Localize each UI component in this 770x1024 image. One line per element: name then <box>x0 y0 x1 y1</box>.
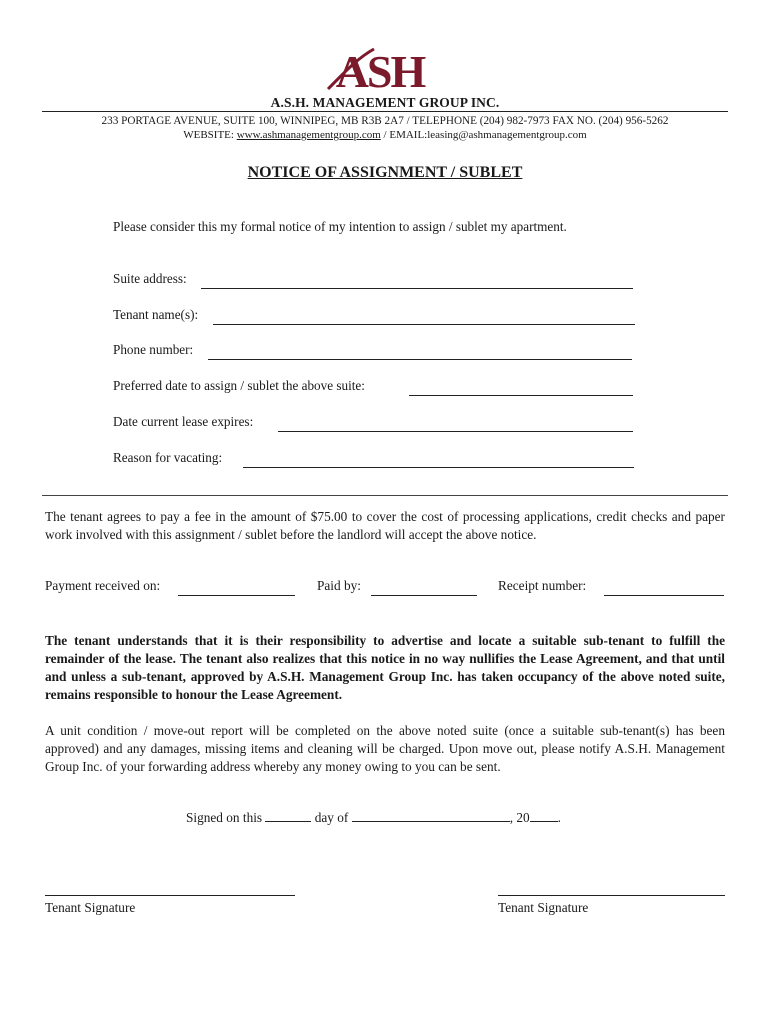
tenant-signature-label-right: Tenant Signature <box>498 900 589 915</box>
signed-on-line <box>186 810 561 826</box>
website-label: WEBSITE: <box>183 129 234 141</box>
tenant-signature-label-left: Tenant Signature <box>45 900 136 915</box>
signed-year-blank[interactable] <box>530 810 558 822</box>
payment-received-label: Payment received on: <box>45 578 161 593</box>
company-contact <box>0 129 770 141</box>
logo-text: ASH <box>335 46 425 93</box>
page-title: NOTICE OF ASSIGNMENT / SUBLET <box>247 164 523 181</box>
signed-day-of: day of <box>314 810 349 825</box>
suite-address-field[interactable] <box>113 271 633 291</box>
suite-address-line[interactable] <box>201 288 633 289</box>
payment-received-field[interactable] <box>45 578 295 598</box>
paid-by-label: Paid by: <box>317 578 361 593</box>
preferred-date-line[interactable] <box>409 395 633 396</box>
receipt-number-line[interactable] <box>604 595 724 596</box>
website-link[interactable]: www.ashmanagementgroup.com <box>236 129 381 141</box>
paid-by-line[interactable] <box>371 595 477 596</box>
header-divider <box>42 111 728 112</box>
signed-year-prefix: , 20 <box>509 810 530 825</box>
paid-by-field[interactable] <box>317 578 477 598</box>
responsibility-paragraph: The tenant understands that it is their responsibility to advertise and locate a suitable sub-tenant to fulfill the remainder of the lease. The tenant also realizes that this notice in no way nullifies the Lease Agreement, and that until and unless a sub-tenant, approved by A.S.H. Management Group Inc. has taken occupancy of the above noted suite, remains responsible to honour the Lease Agreement. <box>45 633 725 702</box>
section-divider <box>42 495 728 496</box>
fee-paragraph: The tenant agrees to pay a fee in the amount of $75.00 to cover the cost of processing applications, credit checks and paper work involved with this assignment / sublet before the landlord will accept the above notice. <box>45 509 725 542</box>
preferred-date-label: Preferred date to assign / sublet the above suite: <box>113 378 365 393</box>
signed-suffix: . <box>557 810 561 825</box>
company-address: 233 PORTAGE AVENUE, SUITE 100, WINNIPEG, MB R3B 2A7 / TELEPHONE (204) 982-7973 FAX NO. (204) 956-5262 <box>101 115 669 127</box>
lease-expires-line[interactable] <box>278 431 633 432</box>
lease-expires-field[interactable] <box>113 414 633 434</box>
phone-number-field[interactable] <box>113 342 632 362</box>
phone-number-label: Phone number: <box>113 342 194 357</box>
phone-number-line[interactable] <box>208 359 632 360</box>
signed-day-blank[interactable] <box>265 810 311 822</box>
email-text: / EMAIL:leasing@ashmanagementgroup.com <box>380 129 587 141</box>
tenant-names-label: Tenant name(s): <box>113 307 199 322</box>
lease-expires-label: Date current lease expires: <box>113 414 254 429</box>
receipt-number-field[interactable] <box>498 578 724 598</box>
intro-text: Please consider this my formal notice of my intention to assign / sublet my apartment. <box>113 219 567 234</box>
reason-vacating-line[interactable] <box>243 467 634 468</box>
signed-prefix: Signed on this <box>186 810 263 825</box>
reason-vacating-field[interactable] <box>113 450 634 470</box>
tenant-signature-line-left[interactable] <box>45 895 295 896</box>
suite-address-label: Suite address: <box>113 271 187 286</box>
receipt-number-label: Receipt number: <box>498 578 587 593</box>
tenant-names-field[interactable] <box>113 307 635 327</box>
payment-received-line[interactable] <box>178 595 295 596</box>
preferred-date-field[interactable] <box>113 378 633 398</box>
signed-month-blank[interactable] <box>352 810 510 822</box>
ash-logo <box>322 45 438 93</box>
condition-paragraph: A unit condition / move-out report will be completed on the above noted suite (once a suitable sub-tenant(s) has been approved) and any damages, missing items and cleaning will be charged. Upon move out, please notify A.S.H. Management Group Inc. of your forwarding address whereby any money owing to you can be sent. <box>45 723 725 774</box>
tenant-names-line[interactable] <box>213 324 635 325</box>
reason-vacating-label: Reason for vacating: <box>113 450 223 465</box>
tenant-signature-line-right[interactable] <box>498 895 725 896</box>
company-name: A.S.H. MANAGEMENT GROUP INC. <box>270 95 500 110</box>
